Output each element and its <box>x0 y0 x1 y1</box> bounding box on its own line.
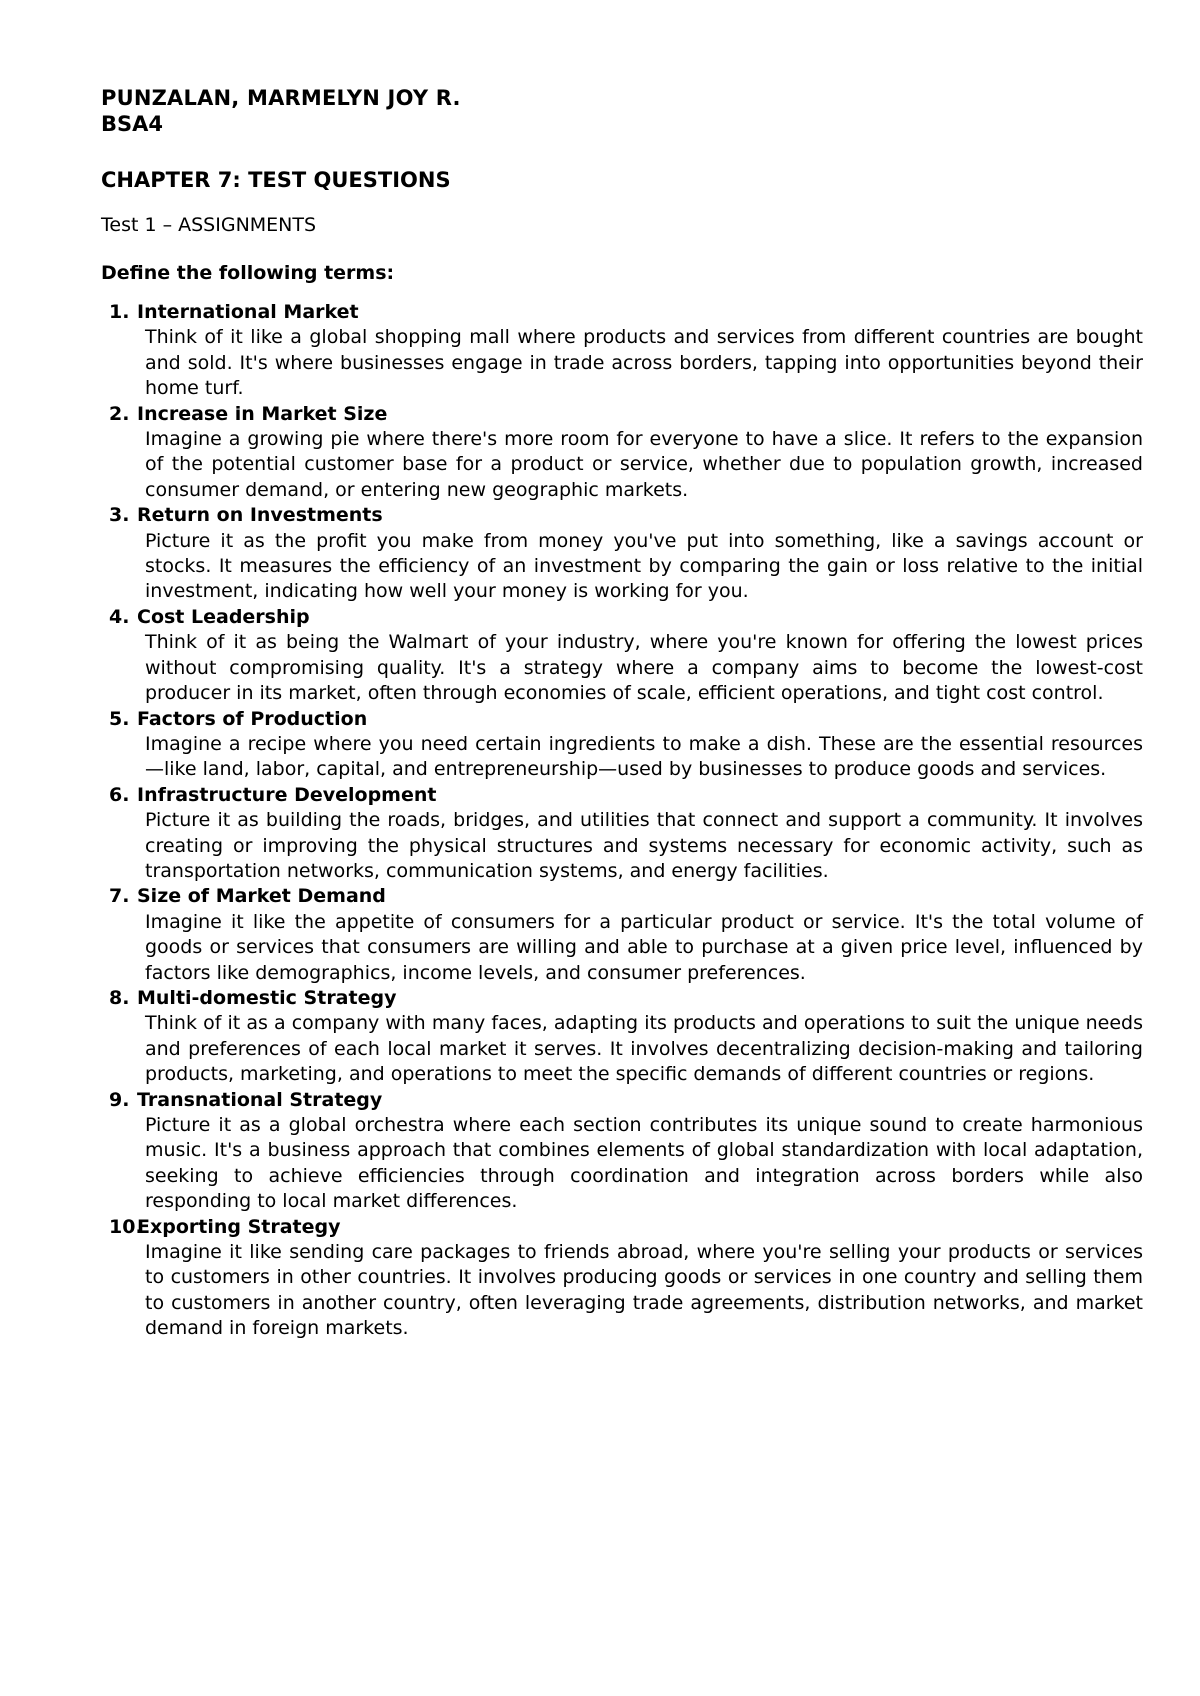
list-item <box>101 503 1141 605</box>
list-item <box>101 783 1141 885</box>
term-title: Transnational Strategy <box>137 1088 383 1111</box>
term-definition: Think of it as a company with many faces, adapting its products and operations to suit the unique needs and preferences of each local market it serves. It involves decentralizing decision-making and tailoring products, marketing, and operations to meet the specific demands of different countries or regions. <box>145 1012 1143 1086</box>
chapter-title: CHAPTER 7: TEST QUESTIONS <box>101 168 451 192</box>
term-title: Return on Investments <box>137 504 383 527</box>
list-item <box>101 707 1141 783</box>
student-course: BSA4 <box>101 112 163 136</box>
instruction-text: Define the following terms: <box>101 262 395 284</box>
term-number: 6. <box>109 783 130 806</box>
term-definition: Imagine a growing pie where there's more room for everyone to have a slice. It refers to the expansion of the potential customer base for a product or service, whether due to population growth, increased consumer demand, or entering new geographic markets. <box>145 428 1143 501</box>
term-number: 5. <box>109 707 130 730</box>
terms-list <box>101 300 1141 1342</box>
term-title: Size of Market Demand <box>137 885 386 908</box>
term-title: Cost Leadership <box>137 605 310 628</box>
list-item <box>101 402 1141 504</box>
term-definition: Imagine it like the appetite of consumers for a particular product or service. It's the total volume of goods or services that consumers are willing and able to purchase at a given price level, influenced by factors like demographics, income levels, and consumer preferences. <box>145 910 1143 984</box>
term-number: 3. <box>109 504 130 527</box>
list-item <box>101 986 1141 1088</box>
student-name: PUNZALAN, MARMELYN JOY R. <box>101 86 461 110</box>
term-definition: Think of it like a global shopping mall where products and services from different countries are bought and sold. It's where businesses engage in trade across borders, tapping into opportunities beyond their home turf. <box>145 326 1143 400</box>
term-number: 8. <box>109 986 130 1009</box>
term-number: 1. <box>109 301 130 323</box>
term-title: International Market <box>137 301 359 323</box>
term-title: Exporting Strategy <box>137 1215 341 1238</box>
list-item <box>101 300 1141 402</box>
term-definition: Imagine a recipe where you need certain ingredients to make a dish. These are the essential resources—like land, labor, capital, and entrepreneurship—used by businesses to produce goods and services. <box>145 732 1143 781</box>
list-item <box>101 605 1141 707</box>
term-number: 10. <box>109 1215 143 1238</box>
term-title: Infrastructure Development <box>137 783 437 806</box>
list-item <box>101 1215 1141 1342</box>
term-title: Increase in Market Size <box>137 402 388 425</box>
term-definition: Think of it as being the Walmart of your industry, where you're known for offering the lowest prices without compromising quality. It's a strategy where a company aims to become the lowest-cost producer in its market, often through economies of scale, efficient operations, and tight cost control. <box>145 631 1143 705</box>
term-number: 4. <box>109 605 130 628</box>
term-title: Factors of Production <box>137 707 368 730</box>
term-number: 2. <box>109 402 130 425</box>
term-title: Multi-domestic Strategy <box>137 986 397 1009</box>
term-number: 9. <box>109 1088 130 1111</box>
term-number: 7. <box>109 885 130 908</box>
term-definition: Picture it as a global orchestra where each section contributes its unique sound to create harmonious music. It's a business approach that combines elements of global standardization with local adaptation, seeking to achieve efficiencies through coordination and integration across borders while also responding to local market differences. <box>145 1114 1143 1213</box>
term-definition: Imagine it like sending care packages to friends abroad, where you're selling your products or services to customers in other countries. It involves producing goods or services in one country and selling them to customers in another country, often leveraging trade agreements, distribution networks, and market demand in foreign markets. <box>145 1241 1143 1340</box>
term-definition: Picture it as the profit you make from money you've put into something, like a savings account or stocks. It measures the efficiency of an investment by comparing the gain or loss relative to the initial investment, indicating how well your money is working for you. <box>145 529 1143 603</box>
list-item <box>101 884 1141 986</box>
term-definition: Picture it as building the roads, bridges, and utilities that connect and support a community. It involves creating or improving the physical structures and systems necessary for economic activity, such as transportation networks, communication systems, and energy facilities. <box>145 809 1143 882</box>
list-item <box>101 1088 1141 1215</box>
test-heading: Test 1 – ASSIGNMENTS <box>101 214 317 236</box>
